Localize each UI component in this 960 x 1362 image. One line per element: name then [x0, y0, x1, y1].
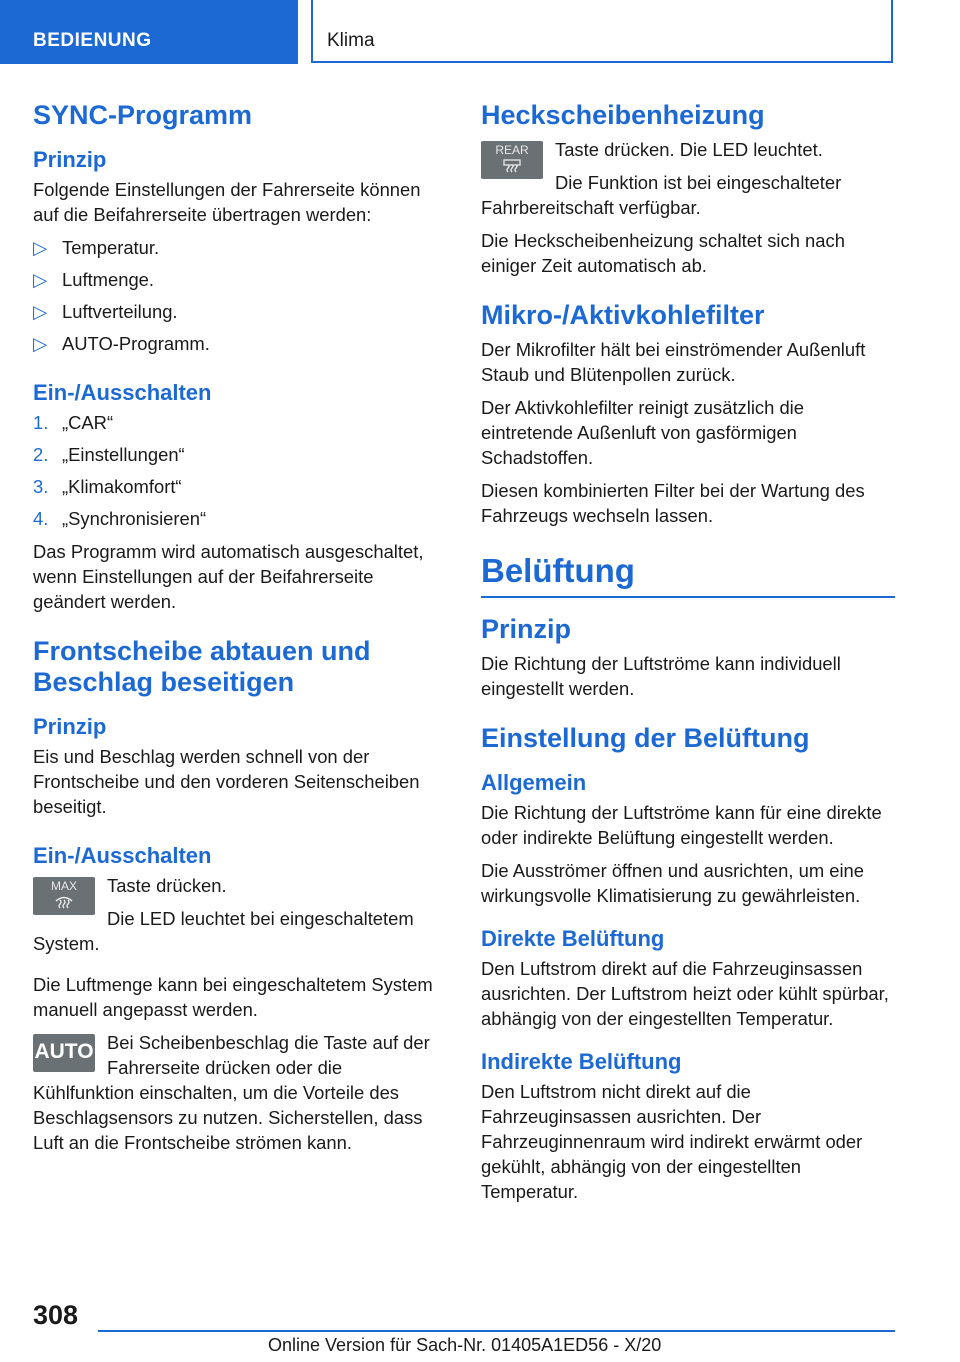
list-item: ▷ Luftverteilung. — [33, 301, 178, 322]
bullet-icon: ▷ — [33, 237, 48, 258]
filter-text-3: Diesen kombinierten Filter bei der Wartung des Fahrzeugs wechseln lassen. — [481, 480, 865, 526]
belueftung-title: Belüftung — [481, 550, 895, 598]
sync-off-text: Das Programm wird automatisch ausgeschaltet, wenn Einstellungen auf der Beifahrerseite geändert werden. — [33, 541, 424, 612]
front-title: Frontscheibe abtauen und Beschlag beseitigen — [33, 636, 371, 697]
rear-defrost-button-icon: REAR — [481, 141, 543, 179]
front-text: Eis und Beschlag werden schnell von der Frontscheibe und den vorderen Seitenscheiben beseitigt. — [33, 746, 420, 817]
rear-heating-icon — [503, 159, 521, 173]
sync-title: SYNC-Programm — [33, 100, 253, 130]
footer-version-text: Online Version für Sach-Nr. 01405A1ED56 - X/20 — [268, 1335, 662, 1355]
max-button-row — [33, 873, 448, 964]
header-section-tab — [0, 0, 298, 64]
max-led-text: Die LED leuchtet bei eingeschaltetem System. — [33, 908, 414, 954]
heck-auto-text: Die Heckscheibenheizung schaltet sich nach einiger Zeit automatisch ab. — [481, 230, 845, 276]
defrost-icon — [55, 895, 73, 909]
allgemein-text-1: Die Richtung der Luftströme kann für eine direkte oder indirekte Belüftung eingestellt werden. — [481, 802, 882, 848]
indirekt-text: Den Luftstrom nicht direkt auf die Fahrzeuginsassen ausrichten. Der Fahrzeuginnenraum wird indirekt erwärmt oder gekühlt, abhängig von der eingestellten Temperatur. — [481, 1081, 863, 1202]
list-item: ▷ Temperatur. — [33, 237, 160, 258]
filter-text-1: Der Mikrofilter hält bei einströmender Außenluft Staub und Blütenpollen zurück. — [481, 339, 866, 385]
list-item: 4. „Synchronisieren“ — [33, 508, 207, 529]
direkt-text: Den Luftstrom direkt auf die Fahrzeuginsassen ausrichten. Der Luftstrom heizt oder kühlt spürbar, abhängig von der eingestellten Temperatur. — [481, 958, 889, 1029]
list-item: 1. „CAR“ — [33, 412, 114, 433]
front-ein-heading: Ein-/Ausschalten — [33, 843, 212, 868]
bullet-icon: ▷ — [33, 269, 48, 290]
luftmenge-text: Die Luftmenge kann bei eingeschaltetem System manuell angepasst werden. — [33, 974, 433, 1020]
sync-prinzip-heading: Prinzip — [33, 147, 107, 172]
header-chapter-label: Klima — [327, 30, 375, 51]
heck-func-text: Die Funktion ist bei eingeschalteter Fahrbereitschaft verfügbar. — [481, 172, 842, 218]
bullet-icon: ▷ — [33, 333, 48, 354]
front-prinzip-heading: Prinzip — [33, 714, 107, 739]
list-item: ▷ AUTO-Programm. — [33, 333, 210, 354]
sync-intro: Folgende Einstellungen der Fahrerseite können auf die Beifahrerseite übertragen werden: — [33, 179, 421, 225]
filter-text-2: Der Aktivkohlefilter reinigt zusätzlich die eintretende Außenluft von gasförmigen Schadstoffen. — [481, 397, 804, 468]
rear-button-row — [481, 137, 895, 228]
list-item: ▷ Luftmenge. — [33, 269, 155, 290]
left-column — [33, 100, 448, 1163]
footer-divider — [98, 1330, 895, 1332]
bel-prinzip-text: Die Richtung der Luftströme kann individuell eingestellt werden. — [481, 653, 841, 699]
max-defrost-button-icon: MAX — [33, 877, 95, 915]
auto-button-row — [33, 1030, 448, 1163]
list-item: 3. „Klimakomfort“ — [33, 476, 182, 497]
filter-title: Mikro-/Aktivkohlefilter — [481, 300, 765, 330]
direkt-heading: Direkte Belüftung — [481, 926, 665, 951]
indirekt-heading: Indirekte Belüftung — [481, 1049, 682, 1074]
right-column — [481, 100, 895, 1212]
max-press-text: Taste drücken. — [107, 875, 227, 896]
steps-list — [33, 410, 448, 531]
bullet-icon: ▷ — [33, 301, 48, 322]
einstellung-title: Einstellung der Belüftung — [481, 723, 810, 753]
header-section-label: BEDIENUNG — [33, 30, 152, 51]
list-item: 2. „Einstellungen“ — [33, 444, 185, 465]
auto-text: Bei Scheibenbeschlag die Taste auf der Fahrerseite drücken oder die Kühlfunktion einschalten, um die Vorteile des Beschlagsensors zu nutzen. Sicherstellen, dass Luft an die Frontscheibe strömen kann. — [33, 1032, 430, 1153]
allgemein-text-2: Die Ausströmer öffnen und ausrichten, um eine wirkungsvolle Klimatisierung zu gewährleisten. — [481, 860, 865, 906]
header-chapter-tab — [311, 0, 893, 63]
page-number: 308 — [33, 1300, 79, 1330]
heck-title: Heckscheibenheizung — [481, 100, 765, 130]
auto-button-icon: AUTO — [33, 1034, 95, 1072]
heck-press-text: Taste drücken. Die LED leuchtet. — [555, 139, 823, 160]
bel-prinzip-heading: Prinzip — [481, 614, 572, 644]
allgemein-heading: Allgemein — [481, 770, 587, 795]
sync-list — [33, 235, 448, 356]
ein-aus-heading: Ein-/Ausschalten — [33, 380, 212, 405]
